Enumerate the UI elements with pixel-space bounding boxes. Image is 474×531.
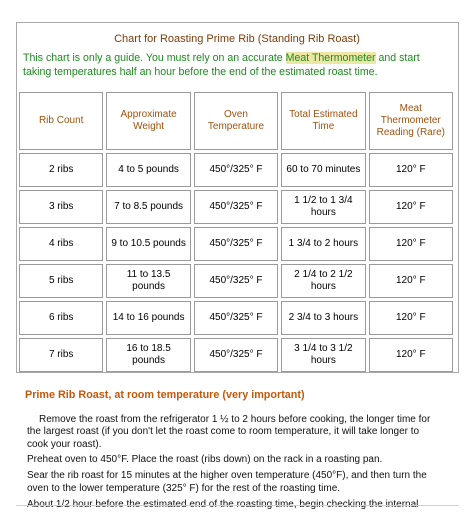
instruction-paragraph: About 1/2 hour before the estimated end of the roasting time, begin checking the internal <box>27 498 419 510</box>
cell-oven-temperature: 450°/325° F <box>194 153 278 187</box>
instruction-paragraph: Remove the roast from the refrigerator 1 ½ to 2 hours before cooking, the longer time for the largest roast (if you don't let the roast come to room temperature, it will take longer to cook your roast). <box>27 414 431 450</box>
cell-oven-temperature: 450°/325° F <box>194 190 278 224</box>
instruction-paragraph: Preheat oven to 450°F. Place the roast (ribs down) on the rack in a roasting pan. <box>27 454 383 466</box>
table-row <box>19 338 453 372</box>
cell-estimated-time: 2 1/4 to 2 1/2 hours <box>281 264 365 298</box>
table-row <box>19 190 453 224</box>
cell-oven-temperature: 450°/325° F <box>194 264 278 298</box>
cell-thermometer-reading: 120° F <box>369 227 453 261</box>
section-heading: Prime Rib Roast, at room temperature (very important) <box>25 389 305 401</box>
cell-oven-temperature: 450°/325° F <box>194 338 278 372</box>
cell-oven-temperature: 450°/325° F <box>194 301 278 335</box>
table-row <box>19 153 453 187</box>
intro-text <box>23 52 448 79</box>
cell-thermometer-reading: 120° F <box>369 301 453 335</box>
cell-weight: 4 to 5 pounds <box>106 153 190 187</box>
meat-thermometer-highlight: Meat Thermometer <box>285 52 376 64</box>
cell-estimated-time: 2 3/4 to 3 hours <box>281 301 365 335</box>
cell-thermometer-reading: 120° F <box>369 153 453 187</box>
cell-estimated-time: 1 1/2 to 1 3/4 hours <box>281 190 365 224</box>
cell-rib-count: 5 ribs <box>19 264 103 298</box>
cell-thermometer-reading: 120° F <box>369 338 453 372</box>
divider <box>16 505 459 506</box>
cell-oven-temperature: 450°/325° F <box>194 227 278 261</box>
table-row <box>19 264 453 298</box>
intro-text-start: This chart is only a guide. You must rely on an accurate <box>23 52 286 64</box>
cell-rib-count: 2 ribs <box>19 153 103 187</box>
chart-title: Chart for Roasting Prime Rib (Standing Rib Roast) <box>114 33 360 45</box>
cell-weight: 11 to 13.5 pounds <box>106 264 190 298</box>
instruction-paragraph: Sear the rib roast for 15 minutes at the higher oven temperature (450°F), and then turn the oven to the lower temperature (325° F) for the rest of the roasting time. <box>27 470 427 494</box>
header-approximate-weight: Approximate Weight <box>106 92 190 150</box>
instructions <box>27 414 441 514</box>
cell-thermometer-reading: 120° F <box>369 264 453 298</box>
intro-text-end: and start taking temperatures half an hour before the end of the estimated roast time. <box>23 52 420 78</box>
cell-thermometer-reading: 120° F <box>369 190 453 224</box>
header-total-estimated-time: Total Estimated Time <box>281 92 365 150</box>
cell-estimated-time: 60 to 70 minutes <box>281 153 365 187</box>
cell-weight: 9 to 10.5 pounds <box>106 227 190 261</box>
cell-weight: 7 to 8.5 pounds <box>106 190 190 224</box>
header-oven-temperature: Oven Temperature <box>194 92 278 150</box>
cell-rib-count: 6 ribs <box>19 301 103 335</box>
header-meat-thermometer-reading: Meat Thermometer Reading (Rare) <box>369 92 453 150</box>
cell-rib-count: 3 ribs <box>19 190 103 224</box>
cell-rib-count: 7 ribs <box>19 338 103 372</box>
cell-weight: 16 to 18.5 pounds <box>106 338 190 372</box>
roasting-chart-table <box>16 89 456 375</box>
cell-estimated-time: 1 3/4 to 2 hours <box>281 227 365 261</box>
table-header-row <box>19 92 453 150</box>
cell-weight: 14 to 16 pounds <box>106 301 190 335</box>
header-rib-count: Rib Count <box>19 92 103 150</box>
cell-rib-count: 4 ribs <box>19 227 103 261</box>
table-row <box>19 301 453 335</box>
table-row <box>19 227 453 261</box>
cell-estimated-time: 3 1/4 to 3 1/2 hours <box>281 338 365 372</box>
